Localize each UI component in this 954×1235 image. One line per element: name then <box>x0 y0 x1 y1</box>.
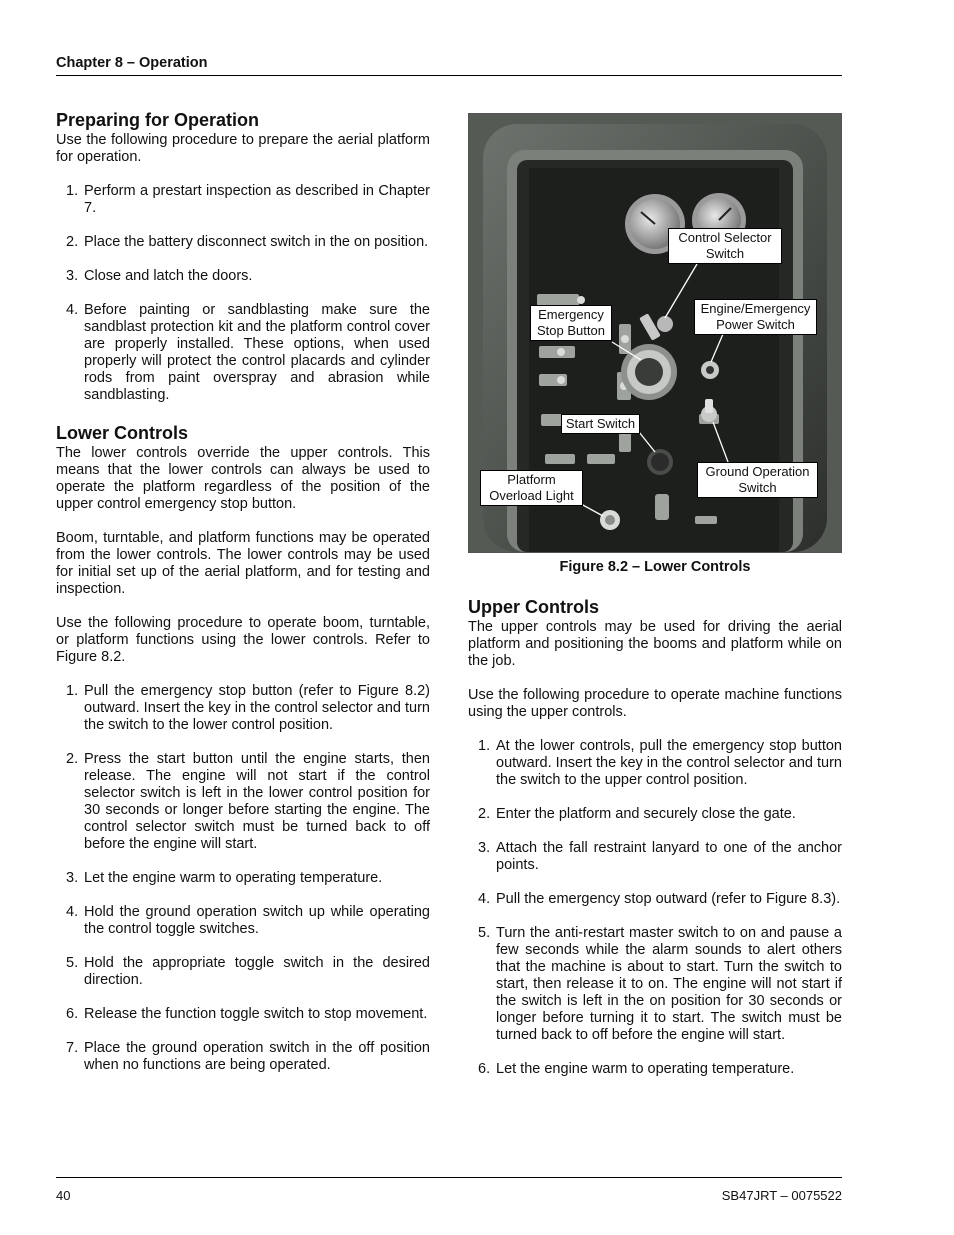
lower-p1: The lower controls override the upper controls. This means that the lower controls can always be used to operate the platform regardless of the position of the upper control emergency stop button. <box>56 445 430 512</box>
lower-controls-photo <box>468 113 842 553</box>
list-item: 3. Close and latch the doors. <box>66 268 253 284</box>
list-item: 2. Place the battery disconnect switch in the on position. <box>66 234 429 250</box>
callout-control-selector: Control Selector Switch <box>668 228 782 264</box>
left-column <box>56 108 430 1091</box>
header-rule <box>56 75 842 76</box>
callout-emergency-stop: Emergency Stop Button <box>530 305 612 341</box>
chapter-heading: Chapter 8 – Operation <box>56 55 208 71</box>
footer-rule <box>56 1177 842 1178</box>
list-item: 1. At the lower controls, pull the emergency stop button outward. Insert the key in the control selector and turn the switch to the upper control position. <box>478 738 842 788</box>
list-item: 6. Release the function toggle switch to stop movement. <box>66 1006 428 1022</box>
preparing-steps <box>56 183 430 404</box>
right-column <box>468 113 842 1095</box>
list-item: 4. Pull the emergency stop outward (refer to Figure 8.3). <box>478 891 841 907</box>
lower-controls-heading: Lower Controls <box>56 423 189 443</box>
lower-p2: Boom, turntable, and platform functions may be operated from the lower controls. The lower controls may be used for initial set up of the aerial platform, and for testing and inspection. <box>56 530 430 597</box>
list-item: 4. Before painting or sandblasting make sure the sandblast protection kit and the platform control cover are properly installed. These options, when used properly will protect the control placards and cylinder rods from paint overspray and abrasion while sandblasting. <box>66 302 430 403</box>
preparing-intro: Use the following procedure to prepare the aerial platform for operation. <box>56 132 430 165</box>
list-item: 5. Turn the anti-restart master switch to on and pause a few seconds while the alarm sounds to alert others that the machine is about to start. Turn the switch to start, then release it to on. The engine will not start if the switch is left in the on position for 30 seconds or longer before turning it to start. The switch must be turned back to off before the engine will start. <box>478 925 842 1043</box>
list-item: 2. Press the start button until the engine starts, then release. The engine will not start if the control selector switch is left in the lower control position for 30 seconds or longer before starting the engine. The control selector switch must be turned back to off before the engine will start. <box>66 751 430 852</box>
model-number: SB47JRT – 0075522 <box>721 1188 842 1203</box>
list-item: 3. Attach the fall restraint lanyard to one of the anchor points. <box>478 840 842 873</box>
page-number: 40 <box>56 1188 71 1203</box>
upper-p1: The upper controls may be used for driving the aerial platform and positioning the booms and platform while on the job. <box>468 619 842 669</box>
list-item: 6. Let the engine warm to operating temperature. <box>478 1061 795 1077</box>
callout-ground-operation: Ground Operation Switch <box>697 462 818 498</box>
list-item: 1. Perform a prestart inspection as described in Chapter 7. <box>66 183 430 216</box>
upper-steps <box>468 738 842 1078</box>
list-item: 1. Pull the emergency stop button (refer to Figure 8.2) outward. Insert the key in the control selector and turn the switch to the lower control position. <box>66 683 430 733</box>
list-item: 2. Enter the platform and securely close the gate. <box>478 806 796 822</box>
list-item: 5. Hold the appropriate toggle switch in the desired direction. <box>66 955 430 988</box>
callout-engine-emergency: Engine/Emergency Power Switch <box>694 299 817 335</box>
lower-p3: Use the following procedure to operate boom, turntable, or platform functions using the lower controls. Refer to Figure 8.2. <box>56 615 430 665</box>
lower-steps <box>56 683 430 1074</box>
figure-caption: Figure 8.2 – Lower Controls <box>559 559 751 575</box>
callout-platform-overload: Platform Overload Light <box>480 470 583 506</box>
list-item: 3. Let the engine warm to operating temperature. <box>66 870 383 886</box>
preparing-heading: Preparing for Operation <box>56 110 260 130</box>
upper-controls-heading: Upper Controls <box>468 597 600 617</box>
callout-start-switch: Start Switch <box>561 414 640 434</box>
list-item: 4. Hold the ground operation switch up while operating the control toggle switches. <box>66 904 430 937</box>
upper-p2: Use the following procedure to operate machine functions using the upper controls. <box>468 687 842 720</box>
list-item: 7. Place the ground operation switch in the off position when no functions are being operated. <box>66 1040 430 1073</box>
